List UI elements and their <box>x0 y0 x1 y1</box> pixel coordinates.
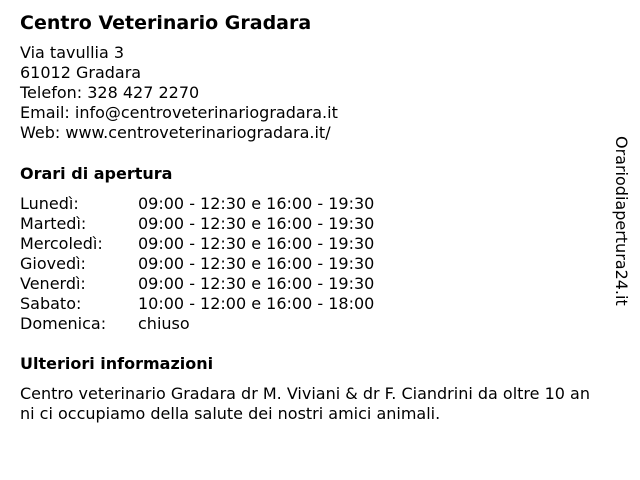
hours-row-wednesday <box>20 234 440 254</box>
day-label: Mercoledì: <box>20 234 103 253</box>
site-brand-label: Orariodiapertura24.it <box>612 136 631 306</box>
street-address: Via tavullia 3 <box>20 43 125 62</box>
day-label: Sabato: <box>20 294 82 313</box>
time-range: 09:00 - 12:30 e 16:00 - 19:30 <box>138 234 375 253</box>
website: Web: www.centroveterinariogradara.it/ <box>20 123 331 142</box>
day-label: Venerdì: <box>20 274 86 293</box>
phone-number: Telefon: 328 427 2270 <box>20 83 200 102</box>
day-label: Lunedì: <box>20 194 79 213</box>
opening-hours-table <box>20 194 440 334</box>
time-range: 10:00 - 12:00 e 16:00 - 18:00 <box>138 294 375 313</box>
day-label: Giovedì: <box>20 254 86 273</box>
time-range: chiuso <box>138 314 190 333</box>
hours-row-friday <box>20 274 440 294</box>
site-brand-watermark <box>610 136 636 311</box>
hours-row-thursday <box>20 254 440 274</box>
time-range: 09:00 - 12:30 e 16:00 - 19:30 <box>138 194 375 213</box>
opening-hours-heading: Orari di apertura <box>20 164 173 183</box>
business-description: Centro veterinario Gradara dr M. Viviani & dr F. Ciandrini da oltre 10 anni ci occupiamo della salute dei nostri amici animali. <box>20 384 590 423</box>
business-name: Centro Veterinario Gradara <box>20 12 312 34</box>
hours-row-saturday <box>20 294 440 314</box>
day-label: Domenica: <box>20 314 107 333</box>
time-range: 09:00 - 12:30 e 16:00 - 19:30 <box>138 214 375 233</box>
hours-row-tuesday <box>20 214 440 234</box>
time-range: 09:00 - 12:30 e 16:00 - 19:30 <box>138 274 375 293</box>
email-address: Email: info@centroveterinariogradara.it <box>20 103 338 122</box>
contact-details <box>20 43 338 143</box>
hours-row-sunday <box>20 314 440 334</box>
postal-city: 61012 Gradara <box>20 63 142 82</box>
hours-row-monday <box>20 194 440 214</box>
additional-info-heading: Ulteriori informazioni <box>20 354 214 373</box>
time-range: 09:00 - 12:30 e 16:00 - 19:30 <box>138 254 375 273</box>
day-label: Martedì: <box>20 214 87 233</box>
